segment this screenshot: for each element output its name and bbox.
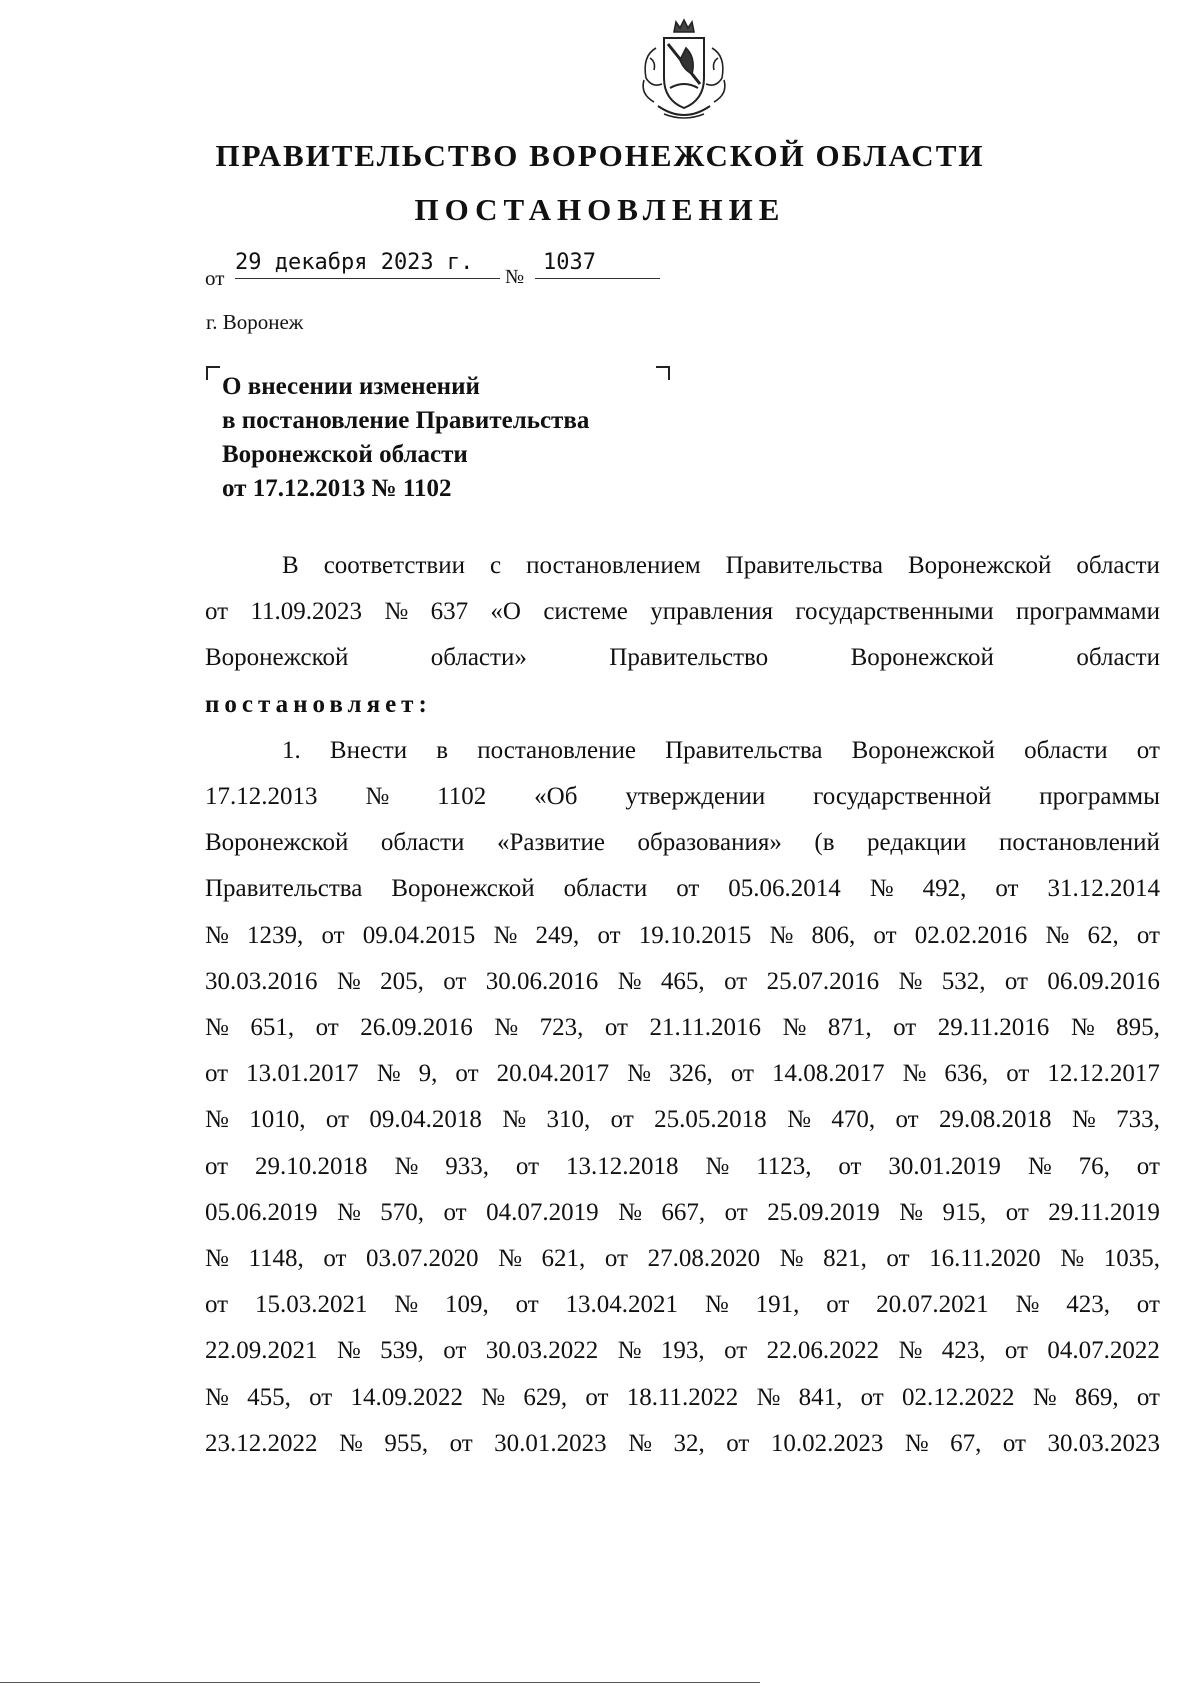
body-word: 18.11.2022 xyxy=(626,1383,739,1411)
body-word: 570, xyxy=(380,1198,425,1226)
body-word: 13.12.2018 xyxy=(565,1152,679,1180)
date-number-line xyxy=(205,250,685,290)
body-word: государственными xyxy=(795,598,994,626)
body-word: 733, xyxy=(1116,1106,1160,1134)
body-word: № xyxy=(1060,1245,1085,1272)
body-word: от xyxy=(205,1152,229,1180)
body-word: № xyxy=(869,875,894,903)
body-word: 19.10.2015 xyxy=(638,921,752,949)
body-line xyxy=(205,968,1160,996)
subject-line: в постановление Правительства xyxy=(222,407,590,434)
body-word: от xyxy=(515,1291,539,1319)
body-word: № xyxy=(1015,1291,1040,1319)
body-word: 05.06.2014 xyxy=(728,875,841,903)
body-word: 723, xyxy=(539,1014,584,1041)
body-word: 895, xyxy=(1116,1014,1160,1041)
body-word: № xyxy=(1071,1106,1096,1134)
body-word: 21.11.2016 xyxy=(649,1014,762,1041)
body-word: № xyxy=(384,598,409,626)
body-word: области xyxy=(380,829,465,857)
body-word: № xyxy=(205,1245,229,1272)
body-line xyxy=(205,1291,1160,1319)
body-word: в xyxy=(436,736,449,764)
body-word: 539, xyxy=(380,1337,424,1365)
body-word: Правительства xyxy=(725,552,883,579)
body-word: области xyxy=(1024,736,1108,764)
body-word: Воронежской xyxy=(850,644,994,672)
organization-title: ПРАВИТЕЛЬСТВО ВОРОНЕЖСКОЙ ОБЛАСТИ xyxy=(215,138,985,173)
body-line xyxy=(282,552,1160,580)
body-word: 03.07.2020 xyxy=(366,1245,479,1272)
body-word: № xyxy=(902,1060,927,1088)
body-line xyxy=(205,1199,1160,1227)
body-word: № xyxy=(898,967,923,995)
document-date: 29 декабря 2023 г. xyxy=(235,250,474,275)
body-word: № xyxy=(205,921,229,949)
body-word: 191, xyxy=(755,1291,800,1319)
body-word: 14.09.2022 xyxy=(350,1383,463,1411)
date-prefix: от xyxy=(205,266,225,290)
body-word: 30.01.2023 xyxy=(494,1429,607,1457)
body-word: 470, xyxy=(831,1106,876,1134)
document-number: 1037 xyxy=(543,250,596,275)
body-word: Правительства xyxy=(205,875,363,903)
body-word: 915, xyxy=(942,1198,987,1226)
body-word: 32, xyxy=(673,1429,705,1457)
body-line xyxy=(205,1153,1160,1181)
body-word: от xyxy=(1136,1291,1160,1319)
body-word: 29.10.2018 xyxy=(255,1152,368,1180)
body-line xyxy=(205,1384,1160,1412)
body-word: 15.03.2021 xyxy=(254,1291,368,1319)
body-word: области xyxy=(1076,552,1160,579)
body-word: от xyxy=(1004,1337,1028,1365)
body-word: 326, xyxy=(669,1060,713,1088)
body-word: 532, xyxy=(941,967,986,995)
body-word: 205, xyxy=(380,967,424,995)
body-word: от xyxy=(205,1291,229,1319)
body-word: № xyxy=(898,1337,923,1365)
body-word: 621, xyxy=(541,1245,586,1272)
body-word: Правительство xyxy=(609,644,769,672)
body-word: 423, xyxy=(1066,1291,1110,1319)
body-word: от xyxy=(309,1383,333,1411)
body-line xyxy=(205,691,1160,719)
body-word: от xyxy=(873,921,897,949)
body-word: от xyxy=(443,1337,467,1365)
body-word: от xyxy=(1005,1198,1029,1226)
body-word: № xyxy=(1045,921,1070,949)
body-word: № xyxy=(787,1106,811,1134)
body-word: 23.12.2022 xyxy=(205,1429,318,1457)
body-word: № xyxy=(617,967,642,995)
body-word: 17.12.2013 xyxy=(205,783,318,810)
body-word: от xyxy=(321,921,345,949)
body-word: № xyxy=(704,1291,729,1319)
body-word: 10.02.2023 xyxy=(770,1429,884,1457)
body-word: № xyxy=(904,1429,929,1457)
body-word: от xyxy=(1136,1152,1160,1180)
body-line xyxy=(205,1060,1160,1088)
body-word: № xyxy=(336,1337,361,1365)
body-word: от xyxy=(1004,967,1028,995)
body-word: 22.09.2021 xyxy=(205,1337,318,1365)
body-word: 22.06.2022 xyxy=(766,1337,880,1365)
body-word: 13.01.2017 xyxy=(246,1060,359,1088)
body-word: от xyxy=(726,1429,750,1457)
body-word: № xyxy=(782,1014,807,1041)
body-word: 04.07.2022 xyxy=(1047,1337,1160,1365)
body-word: постановление xyxy=(477,736,636,764)
body-word: соответствии xyxy=(323,552,465,579)
body-word: 25.05.2018 xyxy=(654,1106,767,1134)
body-word: области» xyxy=(430,644,527,672)
body-word: 1035, xyxy=(1103,1245,1160,1272)
body-word: № xyxy=(365,783,390,810)
body-word: № xyxy=(899,1198,924,1226)
body-word: № xyxy=(628,1429,652,1457)
body-word: 1239, xyxy=(247,921,304,949)
body-word: № xyxy=(756,1383,781,1411)
body-word: от xyxy=(724,1337,748,1365)
body-word: 02.02.2016 xyxy=(914,921,1028,949)
body-word: № xyxy=(1070,1014,1095,1041)
body-word: 76, xyxy=(1078,1152,1110,1180)
body-word: 06.09.2016 xyxy=(1047,967,1160,995)
body-word: от xyxy=(443,1198,467,1226)
body-word: Воронежской xyxy=(205,829,349,857)
body-line xyxy=(205,644,1160,672)
city-label: г. Воронеж xyxy=(206,310,304,334)
body-word: постановляет: xyxy=(205,690,432,718)
body-word: 1010, xyxy=(249,1106,306,1134)
body-word: № xyxy=(336,967,361,995)
body-word: 29.11.2016 xyxy=(937,1014,1050,1041)
body-word: от xyxy=(325,1106,349,1134)
body-word: от xyxy=(323,1245,347,1272)
body-word: «Об xyxy=(534,783,578,810)
body-word: № xyxy=(618,1198,642,1226)
body-word: 09.04.2015 xyxy=(362,921,476,949)
body-word: от xyxy=(1136,921,1160,949)
body-line xyxy=(205,1014,1160,1042)
body-word: 821, xyxy=(823,1245,867,1272)
body-word: постановлений xyxy=(998,829,1160,857)
body-word: от xyxy=(455,1060,479,1088)
body-line xyxy=(282,737,1160,765)
body-word: № xyxy=(394,1152,419,1180)
body-word: от xyxy=(205,1060,229,1088)
body-word: редакции xyxy=(867,829,967,857)
body-word: 26.09.2016 xyxy=(360,1014,473,1041)
body-word: программы xyxy=(1039,783,1160,810)
body-word: 20.04.2017 xyxy=(496,1060,610,1088)
body-word: области xyxy=(1076,644,1160,672)
body-word: 841, xyxy=(798,1383,843,1411)
body-word: 629, xyxy=(523,1383,568,1411)
body-word: № xyxy=(502,1106,527,1134)
body-word: 67, xyxy=(950,1429,982,1457)
body-word: (в xyxy=(814,829,835,857)
body-word: области xyxy=(563,875,648,903)
body-word: от xyxy=(860,1383,884,1411)
body-word: от xyxy=(1136,736,1160,764)
body-word: 29.08.2018 xyxy=(938,1106,1052,1134)
body-word: управления xyxy=(650,598,773,626)
body-word: 806, xyxy=(811,921,856,949)
document-subject xyxy=(222,370,589,506)
body-word: программами xyxy=(1015,598,1160,626)
body-word: № xyxy=(498,1245,522,1272)
body-word: 871, xyxy=(827,1014,872,1041)
body-word: 1148, xyxy=(248,1245,304,1272)
body-word: 27.08.2020 xyxy=(647,1245,761,1272)
body-word: 25.09.2019 xyxy=(767,1198,880,1226)
subject-line: Воронежской области xyxy=(222,441,468,468)
body-word: № xyxy=(1032,1383,1057,1411)
body-word: 31.12.2014 xyxy=(1047,875,1160,903)
body-word: 14.08.2017 xyxy=(771,1060,885,1088)
body-word: 637 xyxy=(430,598,469,626)
body-word: 636, xyxy=(944,1060,989,1088)
body-word: № xyxy=(627,1060,651,1088)
body-word: 310, xyxy=(546,1106,591,1134)
body-word: от xyxy=(895,1106,919,1134)
number-prefix: № xyxy=(505,266,525,288)
subject-corner-left xyxy=(206,366,220,380)
body-word: № xyxy=(376,1060,401,1088)
body-word: от xyxy=(838,1152,862,1180)
body-word: № xyxy=(394,1291,419,1319)
body-word: 30.03.2016 xyxy=(205,967,318,995)
body-line xyxy=(205,922,1160,950)
body-word: 1102 xyxy=(437,783,487,810)
body-word: от xyxy=(443,967,467,995)
body-word: В xyxy=(282,552,299,579)
body-word: 1123, xyxy=(756,1152,812,1180)
body-word: 667, xyxy=(661,1198,706,1226)
body-word: 109, xyxy=(445,1291,489,1319)
body-line xyxy=(205,829,1160,857)
body-word: № xyxy=(493,921,518,949)
body-word: от xyxy=(724,967,748,995)
body-word: 09.04.2018 xyxy=(369,1106,482,1134)
body-line xyxy=(205,1337,1160,1365)
body-line xyxy=(205,1245,1160,1273)
body-word: № xyxy=(494,1014,519,1041)
body-word: № xyxy=(617,1337,642,1365)
body-word: 651, xyxy=(250,1014,295,1041)
body-line xyxy=(205,1106,1160,1134)
body-word: № xyxy=(338,1429,363,1457)
body-word: 13.04.2021 xyxy=(565,1291,679,1319)
body-line xyxy=(205,1430,1160,1458)
body-word: от xyxy=(515,1152,540,1180)
page-bottom-rule xyxy=(0,1682,760,1683)
body-word: 05.06.2019 xyxy=(205,1198,318,1226)
body-word: 9, xyxy=(418,1060,438,1088)
body-word: «О xyxy=(490,598,521,626)
body-word: 25.07.2016 xyxy=(766,967,880,995)
body-word: 30.01.2019 xyxy=(888,1152,1001,1180)
body-word: № xyxy=(205,1014,229,1041)
body-line xyxy=(205,598,1160,626)
body-word: 465, xyxy=(660,967,705,995)
body-word: от xyxy=(826,1291,850,1319)
body-word: 193, xyxy=(660,1337,705,1365)
body-word: № xyxy=(205,1383,229,1411)
body-word: Воронежской xyxy=(205,644,349,672)
body-word: от xyxy=(315,1014,339,1041)
body-word: от xyxy=(205,598,229,626)
body-word: системе xyxy=(543,598,628,626)
body-word: 29.11.2019 xyxy=(1048,1198,1160,1226)
body-word: 12.12.2017 xyxy=(1047,1060,1160,1088)
body-word: от xyxy=(1136,1383,1160,1411)
body-word: 30.03.2022 xyxy=(485,1337,599,1365)
body-word: от xyxy=(604,1245,628,1272)
subject-corner-right xyxy=(656,366,670,380)
body-word: 1. xyxy=(282,736,301,764)
body-word: от xyxy=(1006,1060,1030,1088)
body-word: постановлением xyxy=(526,552,701,579)
body-word: № xyxy=(769,921,794,949)
body-word: 933, xyxy=(445,1152,489,1180)
subject-line: от 17.12.2013 № 1102 xyxy=(222,475,452,502)
body-word: Воронежской xyxy=(851,736,995,764)
body-word: от xyxy=(610,1106,634,1134)
body-word: образования» xyxy=(637,829,782,857)
body-word: от xyxy=(730,1060,754,1088)
body-word: 04.07.2019 xyxy=(486,1198,599,1226)
body-word: государственной xyxy=(813,783,992,810)
coat-of-arms-emblem xyxy=(634,18,734,124)
body-line xyxy=(205,783,1160,811)
body-line xyxy=(205,875,1160,903)
body-word: 02.12.2022 xyxy=(901,1383,1015,1411)
body-word: от xyxy=(995,875,1019,903)
body-word: 455, xyxy=(247,1383,291,1411)
body-word: 20.07.2021 xyxy=(876,1291,989,1319)
coat-of-arms-icon xyxy=(634,18,734,124)
body-word: № xyxy=(779,1245,804,1272)
body-word: 30.03.2023 xyxy=(1047,1429,1160,1457)
body-word: «Развитие xyxy=(496,829,605,857)
body-word: от xyxy=(886,1245,910,1272)
body-word: Правительства xyxy=(665,736,823,764)
body-word: № xyxy=(481,1383,506,1411)
body-word: Внести xyxy=(329,736,408,764)
body-word: 30.06.2016 xyxy=(485,967,599,995)
body-word: 869, xyxy=(1074,1383,1119,1411)
body-word: 249, xyxy=(535,921,580,949)
body-word: Воронежской xyxy=(391,875,535,903)
body-word: 423, xyxy=(941,1337,986,1365)
body-word: 16.11.2020 xyxy=(929,1245,1041,1272)
body-word: 62, xyxy=(1087,921,1119,949)
document-type-title: ПОСТАНОВЛЕНИЕ xyxy=(414,192,786,227)
body-word: № xyxy=(705,1152,730,1180)
body-word: с xyxy=(489,552,502,579)
body-word: от xyxy=(604,1014,628,1041)
body-word: от xyxy=(1002,1429,1026,1457)
body-word: № xyxy=(205,1106,229,1134)
subject-line: О внесении изменений xyxy=(222,373,480,400)
body-word: от xyxy=(893,1014,917,1041)
body-word: утверждении xyxy=(625,783,766,810)
body-word: от xyxy=(449,1429,473,1457)
body-word: 955, xyxy=(384,1429,429,1457)
body-word: 11.09.2023 xyxy=(250,598,363,626)
body-word: № xyxy=(336,1198,361,1226)
body-word: № xyxy=(1027,1152,1052,1180)
body-word: от xyxy=(597,921,621,949)
body-word: от xyxy=(676,875,700,903)
body-word: Воронежской xyxy=(908,552,1052,579)
body-word: от xyxy=(585,1383,609,1411)
body-word: 492, xyxy=(922,875,967,903)
body-word: от xyxy=(724,1198,748,1226)
